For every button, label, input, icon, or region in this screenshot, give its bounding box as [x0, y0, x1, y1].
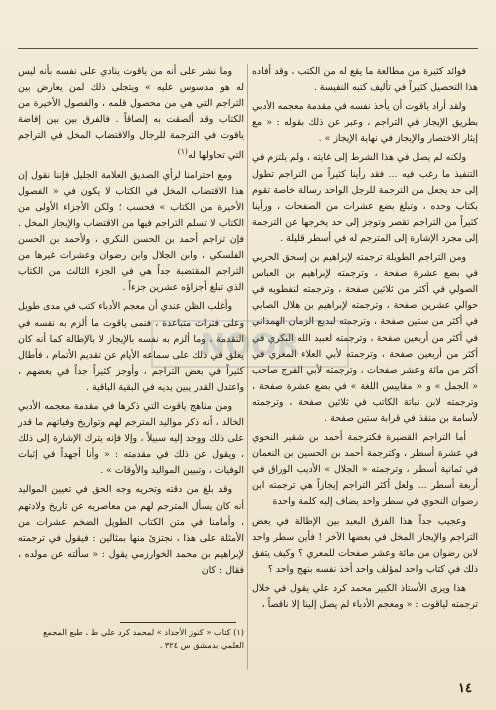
- paragraph: ومن مناهج ياقوت التي ذكرها في مقدمة معجمه الأدبي الخالد ، أنه ذكر مواليد المترجم لهم وتواريخ وفياتهم ما قدر على ذلك ووجد إليه سبيلاً ، وإلا فإنه يترك الإشارة إلى ذلك ، ويقول عن ذلك في مقدمته : « وأنا أجهداً في إثبات الوفيات ، وتبيين المواليد والأوقات » .: [18, 401, 244, 477]
- right-column: [252, 64, 478, 616]
- paragraph: ولقد أراد ياقوت أن يأخذ نفسه في مقدمة معجمه الأدبي بطريق الإيجاز في التراجم ، وعبر عن ذلك بقوله : « مع إيثار الاختصار والإيجاز في نهاية الإيجاز » .: [252, 101, 478, 145]
- paragraph: ومن التراجم الطويلة ترجمته لإبراهيم بن إسحق الحربي في بضع عشرة صفحة ، وترجمته لإبراهيم بن العباس الصولي في أكثر من ثلاثين صفحة ، وترجمته لنفطويه في حوالي عشرين صفحة ، وترجمته لإبراهيم بن هلال الصابي في أكثر من ستين صفحة ، وترجمته لبديع الزمان الهمذاني في أكثر من أربعين صفحة ، وترجمته لعبيد الله البكري في أكثر من أربعين صفحة ، وترجمته لأبي العلاء المعري في أكثر من مائة وعشر صفحات ، وترجمته لأبي الفرج صاحب « الجمل » و « مقاييس اللغة » في بضع عشرة صفحة ، وترجمته لابن نباتة الكاتب في ثلاثين صفحة ، وترجمته لأسامة بن منقذ في قرابة ستين صفحة .: [252, 252, 478, 424]
- column-divider: [247, 64, 248, 670]
- paragraph: هذا ويرى الأستاذ الكبير محمد كرد علي يقول في خلال ترجمته لياقوت : « ومعجم الأدباء لم يصل إلينا إلا ناقصاً ،: [252, 582, 478, 610]
- page-number: ١٤: [458, 681, 472, 696]
- paragraph: وعجيب جداً هذا الفرق البعيد بين الإطالة في بعض التراجم والإيجاز المخل في بعضها الآخر ! فأين سطر واحد لابن رضوان من مائة وعشر صفحات للمعري ؟ وكيف يتفق ذلك في كتاب واحد لمؤلف واحد أخذ نفسه بنهج واحد ؟: [252, 515, 478, 575]
- paragraph: وأغلب الظن عندي أن معجم الأدباء كتب في مدى طويل وعلى فترات متباعدة ، فنمى ياقوت ما ألزم به نفسه في التقدمة ، وما ألزم به نفسه بالإيجاز لا بالإطالة كما أنه كان يعلق في ذلك على سماعه الأيام عن تقديم الأتمام ، فأطال كثيراً في بعض التراجم ، وأوجز كثيراً جداً في بعضهم ، واعتدل القدر يبين يديه في البقية الباقية .: [18, 301, 244, 393]
- footnote: (١) كتاب « كنوز الأجداد » لمحمد كرد علي ط ، طبع المجمع العلمي بدمشق س ٣٢٤ .: [43, 627, 244, 650]
- paragraph: أما التراجم القصيرة فكترجمة أحمد بن شقير النحوي في عشرة أسطر ، وكترجمة أحمد بن الحسين بن النعمان في ثمانية أسطر ، وترجمته « الجلال » الأديب الوراق في أربعة أسطر ... ولعل أكثر التراجم إيجازاً هي ترجمته ابن رضوان النحوي في سطر واحد يضاف إليه كلمة واحدة: [252, 432, 478, 508]
- footnote-marker: (١): [177, 147, 188, 157]
- paragraph: ولكنه لم يصل في هذا الشرط إلى غايته ، ولم يلتزم في التنفيذ ما رغب فيه ... فقد رأينا كثيراً من التراجم تطول إلى حد يجعل من الترجمة للرجل الواحد رسالة خاصة تقوم بكتاب وحده ، وتبلغ بضع عشرات من الصفحات ، ورأينا كثيراً من التراجم تقصر وتوجز إلى حد يخرجها عن الترجمة إلى مجرد الإشارة إلى المترجم له في أسطر قليلة .: [252, 152, 478, 244]
- paragraph: ومع احترامنا لرأي الصديق العلامة الجليل فإننا نقول إن هذا الاقتضاب المخل في الكتاب لا يكون في « الفصول الأخيرة من الكتاب » فحسب ؛ ولكن الأجزاء الأولى من الكتاب لا تسلم التراجم فيها من الاقتضاب والإيجاز المخل . فإن تراجم أحمد بن الحسن النكري ، ولأحمد بن الحسن الفلسكي ، وابن الجلال وابن رضوان وعشرات غيرها من التراجم المقتضبة جداً هي في الجزء الثالث من الكتاب الذي تبلغ أجزاؤه عشرين جزءاً .: [18, 169, 244, 294]
- paragraph-text: وما نشر على أنه من ياقوت ينادي على نفسه بأنه ليس له هو مدسوس عليه » ويتجلى ذلك لمن يعارض بين التراجم التي هي من محصول قلمه ، والفصول الأخيرة من الكتاب وقد ألصقت به إلصاقاً . فالفرق بين بين إفاضة ياقوت في الترجمة للرجال والاقتضاب المخل في التراجم التي تحاولها له: [18, 66, 244, 162]
- header-rule: [18, 48, 478, 49]
- paragraph: [18, 64, 244, 165]
- footnote-rule: [120, 622, 236, 623]
- paragraph: فوائد كثيرة من مطالعة ما يقع له من الكتب ، وقد أفاده هذا التحصيل كثيراً في تأليف كتبه النفيسة .: [252, 66, 478, 94]
- paragraph: وقد بلغ من دقته وتحريه وجه الحق في تعيين المواليد أنه كان يسأل المترجم لهم من معاصريه عن تاريخ ولادتهم ، وأمامنا في متن الكتاب الطويل الضخم عشرات من الأمثلة على هذا ، نجتزئ منها بمثالين : فيقول في ترجمته لإبراهيم بن محمد الخوارزمي يقول : « سألته عن مولده ، فقال : كان: [18, 484, 244, 576]
- watermark-text: NOOR: [200, 328, 300, 363]
- left-column: [18, 64, 244, 582]
